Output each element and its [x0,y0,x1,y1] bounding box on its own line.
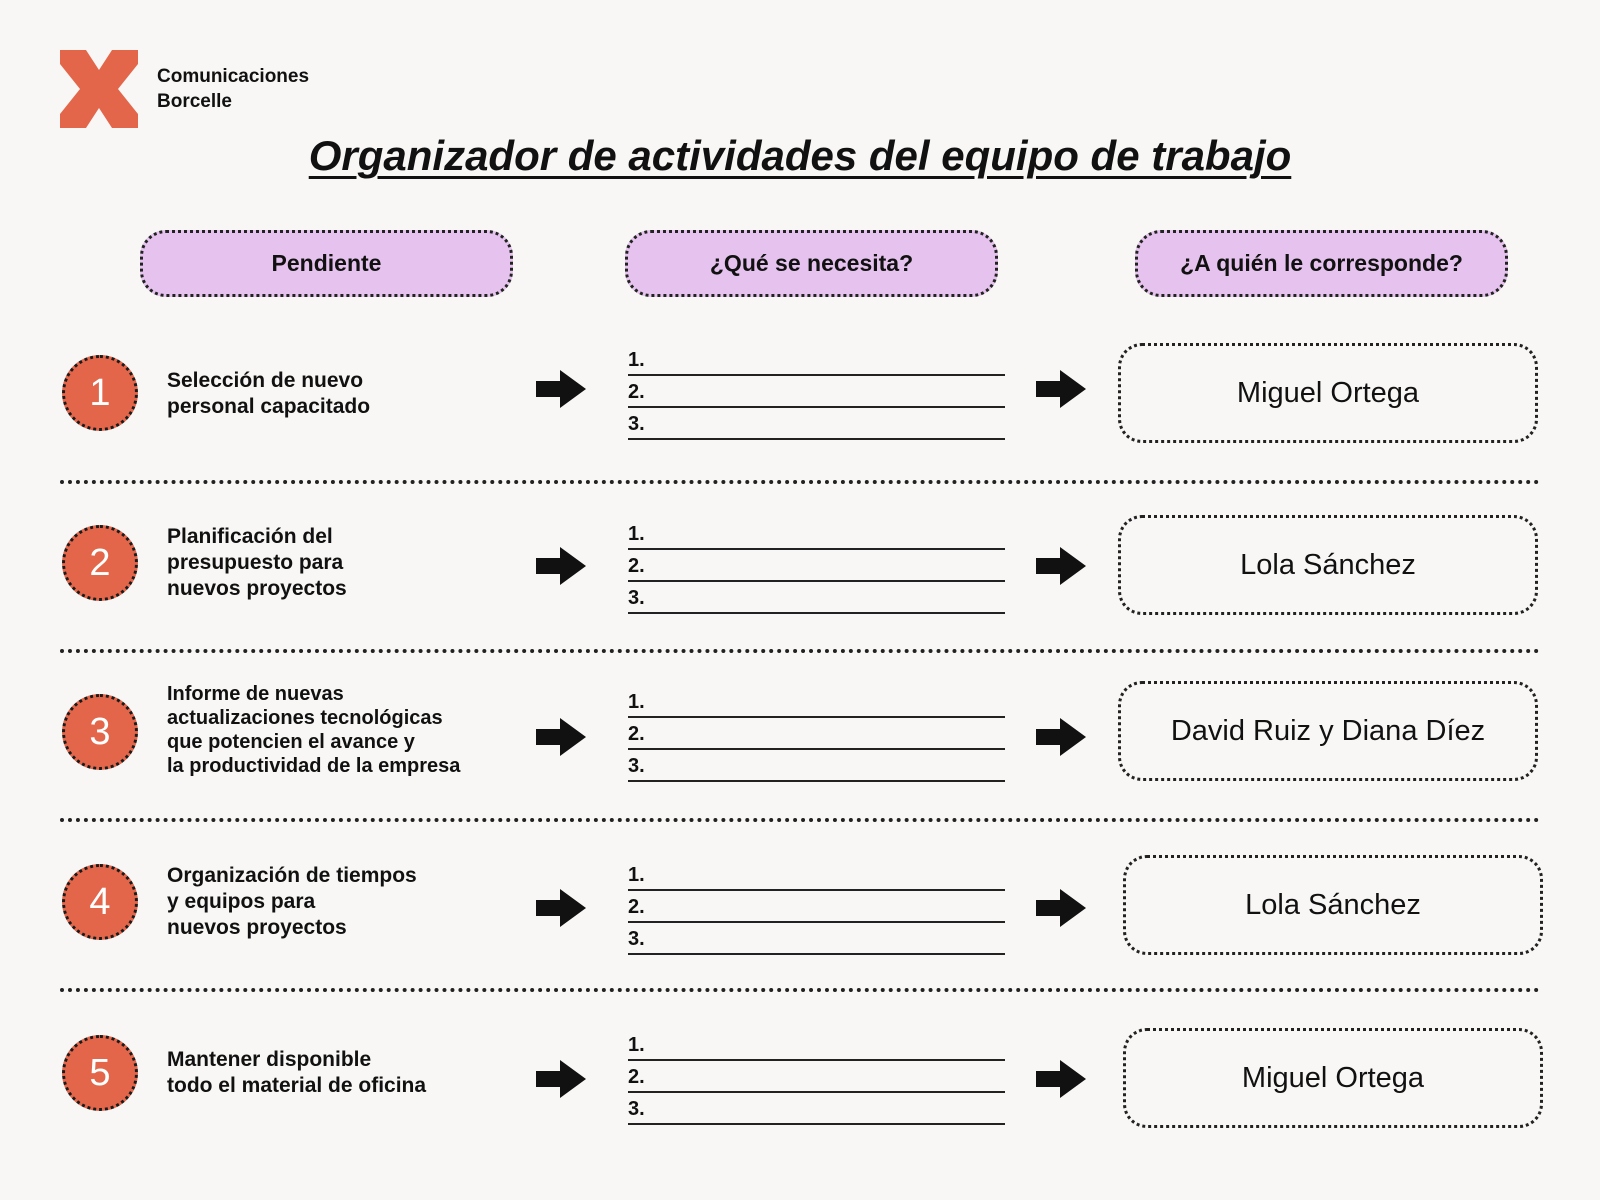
task-description [167,522,507,604]
task-line: y equipos para [167,890,316,913]
needs-list [628,686,1005,782]
needs-line-label: 3. [628,928,645,950]
task-line: nuevos proyectos [167,916,347,939]
needs-line-1[interactable] [628,344,1005,376]
row-number-badge: 3 [62,694,138,770]
right-arrow-icon [1036,718,1086,756]
task-line: que potencien el avance y [167,731,415,753]
needs-line-label: 3. [628,1098,645,1120]
task-line: Mantener disponible [167,1048,372,1071]
task-line: Planificación del [167,525,333,548]
header-pending: Pendiente [140,230,513,297]
needs-line-label: 2. [628,381,645,403]
needs-line-2[interactable] [628,550,1005,582]
right-arrow-icon [536,889,586,927]
needs-list [628,859,1005,955]
assignee-box: Miguel Ortega [1118,343,1538,443]
needs-line-2[interactable] [628,376,1005,408]
right-arrow-icon [1036,547,1086,585]
row-divider [60,818,1540,822]
needs-line-label: 1. [628,864,645,886]
needs-list [628,518,1005,614]
brand-name-line2: Borcelle [157,91,232,112]
assignee-box: Lola Sánchez [1123,855,1543,955]
needs-list [628,344,1005,440]
row-number-badge: 1 [62,355,138,431]
needs-line-3[interactable] [628,1093,1005,1125]
needs-line-2[interactable] [628,891,1005,923]
needs-line-3[interactable] [628,408,1005,440]
needs-line-label: 1. [628,349,645,371]
needs-line-1[interactable] [628,859,1005,891]
needs-line-label: 3. [628,755,645,777]
right-arrow-icon [536,547,586,585]
stylized-x-logo-icon [60,50,138,128]
right-arrow-icon [536,718,586,756]
task-line: nuevos proyectos [167,577,347,600]
task-description [167,366,507,422]
needs-line-1[interactable] [628,686,1005,718]
brand-name-line1: Comunicaciones [157,66,310,87]
assignee-box: Miguel Ortega [1123,1028,1543,1128]
needs-line-1[interactable] [628,518,1005,550]
header-needs: ¿Qué se necesita? [625,230,998,297]
needs-line-label: 1. [628,1034,645,1056]
task-line: presupuesto para [167,551,344,574]
row-divider [60,649,1540,653]
needs-line-label: 1. [628,523,645,545]
needs-line-label: 2. [628,723,645,745]
task-description [167,861,507,943]
task-description [167,1045,507,1101]
needs-line-3[interactable] [628,923,1005,955]
row-divider [60,988,1540,992]
task-line: Informe de nuevas [167,683,344,705]
assignee-box: Lola Sánchez [1118,515,1538,615]
task-line: la productividad de la empresa [167,755,461,777]
header-assignee: ¿A quién le corresponde? [1135,230,1508,297]
right-arrow-icon [536,370,586,408]
task-line: Organización de tiempos [167,864,417,887]
row-number-badge: 4 [62,864,138,940]
row-number-badge: 5 [62,1035,138,1111]
brand-name [157,64,309,114]
needs-line-label: 2. [628,1066,645,1088]
needs-line-label: 3. [628,413,645,435]
page-title: Organizador de actividades del equipo de trabajo [308,132,1292,179]
needs-line-label: 2. [628,555,645,577]
right-arrow-icon [536,1060,586,1098]
task-line: actualizaciones tecnológicas [167,707,443,729]
assignee-box: David Ruiz y Diana Díez [1118,681,1538,781]
needs-line-label: 3. [628,587,645,609]
needs-list [628,1029,1005,1125]
task-line: Selección de nuevo [167,369,364,392]
needs-line-1[interactable] [628,1029,1005,1061]
needs-line-2[interactable] [628,718,1005,750]
task-line: todo el material de oficina [167,1074,427,1097]
right-arrow-icon [1036,370,1086,408]
needs-line-label: 2. [628,896,645,918]
needs-line-3[interactable] [628,750,1005,782]
task-line: personal capacitado [167,395,371,418]
right-arrow-icon [1036,1060,1086,1098]
row-number-badge: 2 [62,525,138,601]
row-divider [60,480,1540,484]
needs-line-2[interactable] [628,1061,1005,1093]
needs-line-3[interactable] [628,582,1005,614]
right-arrow-icon [1036,889,1086,927]
task-description [167,680,507,780]
needs-line-label: 1. [628,691,645,713]
